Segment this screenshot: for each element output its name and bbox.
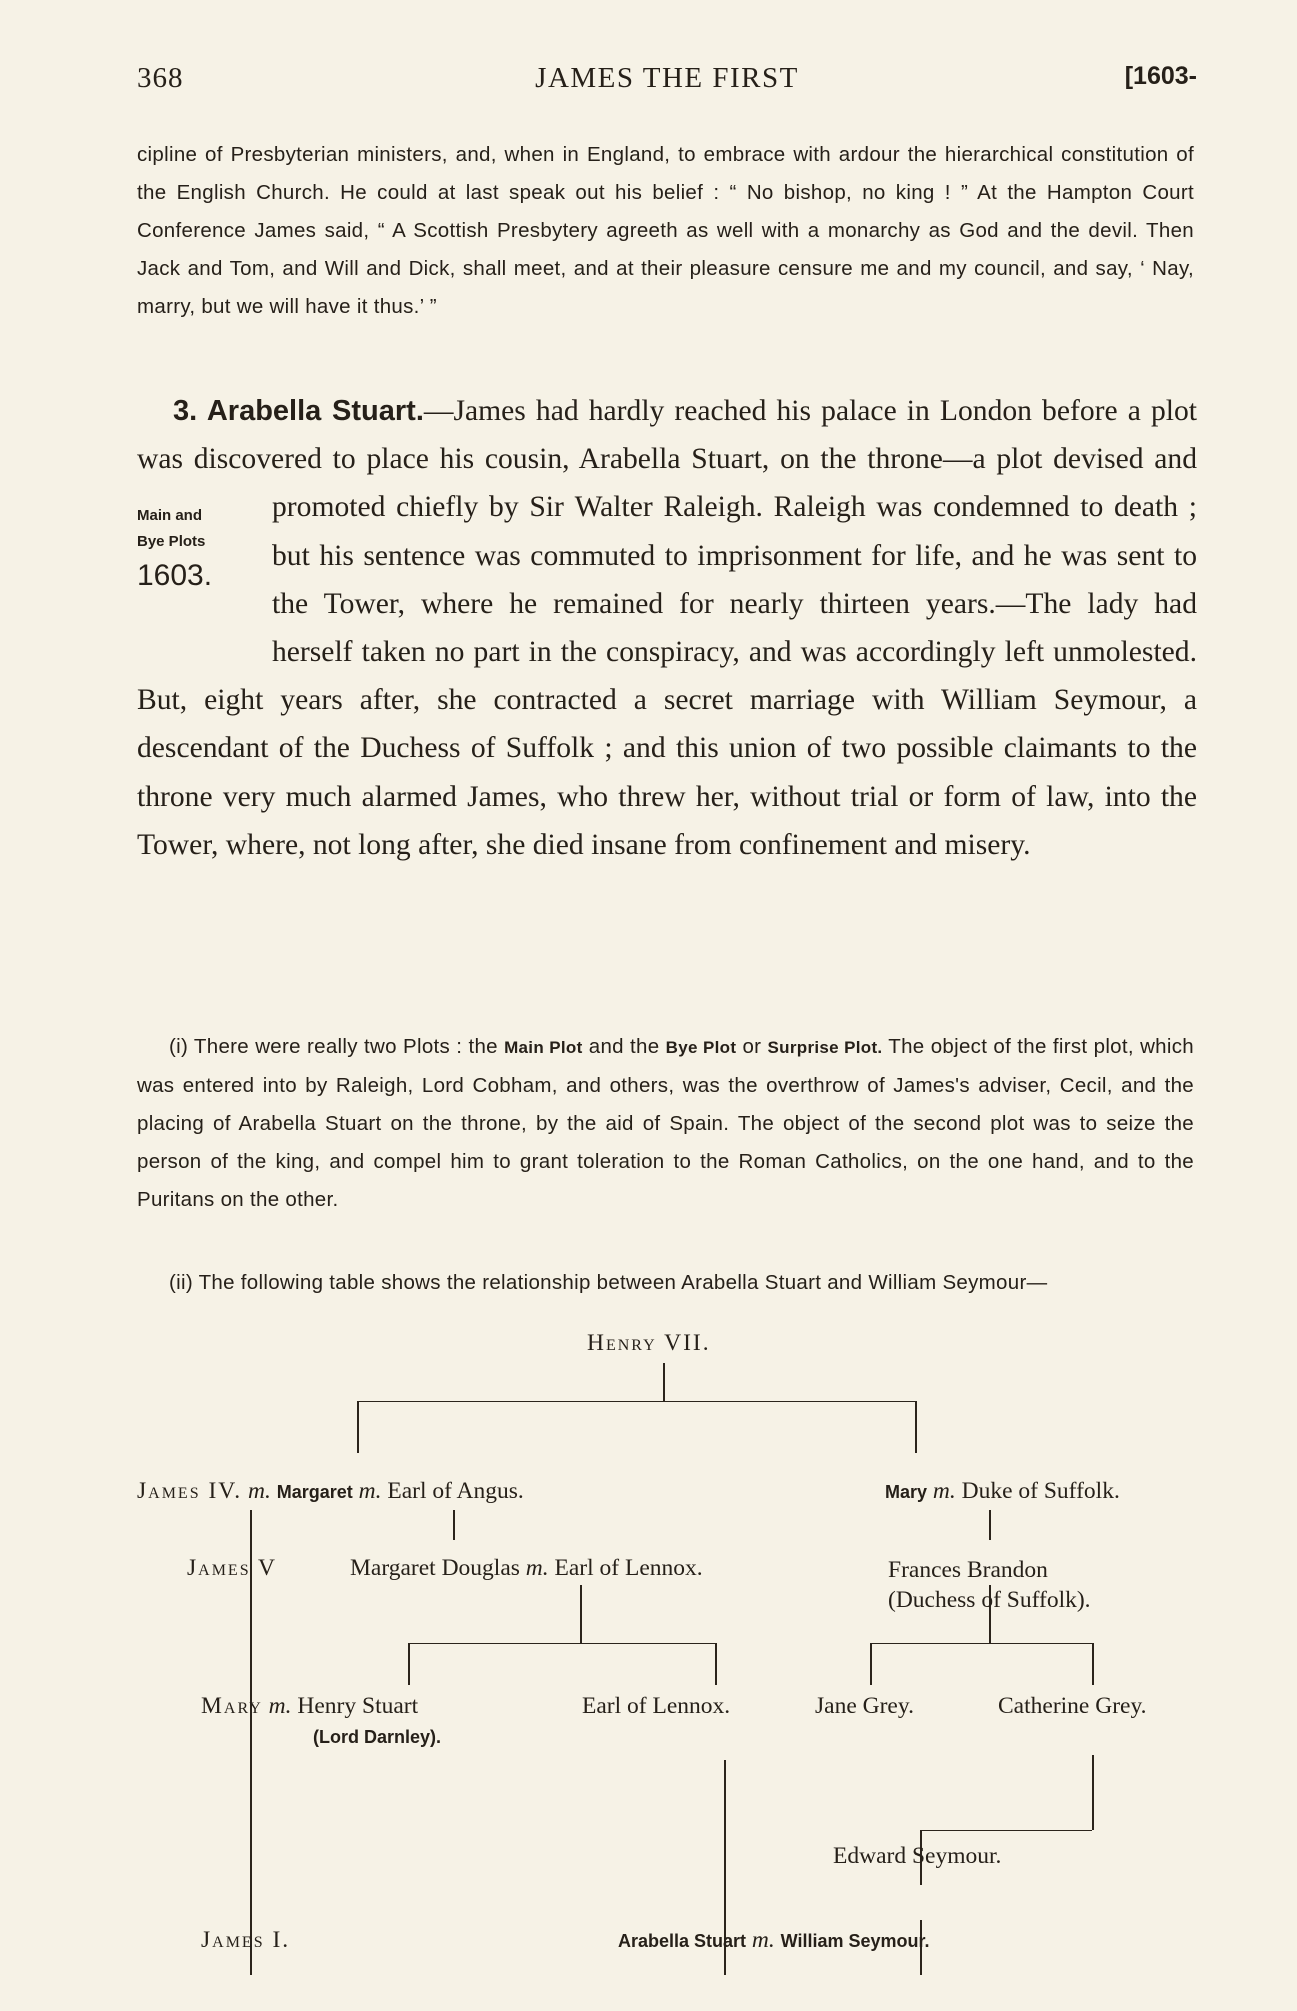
name-mary-qs: Mary [201, 1693, 263, 1719]
section-text-b: Walter Raleigh. Raleigh was condemned to death ; but his sentence was commuted to imprisonment for life, and he was sent to the Tower, where he remained for nearly thirteen years.—The lady had herself taken no part in the conspiracy, and was accordingly left unmolested. But, eight years after, she contracted a secret marriage with William Seymour, a descendant of the Duchess of Suffolk ; and this union of two possible claimants to the throne very much alarmed James, who threw her, without trial or form of law, into the Tower, where, not long after, she died insane from confinement and misery. [137, 491, 1198, 861]
node-james-iv-margaret-angus: James IV. m. Margaret m. Earl of Angus. [137, 1478, 524, 1504]
name-margaret-douglas: Margaret Douglas [350, 1555, 520, 1581]
line-henry [663, 1363, 665, 1401]
line-to-mary [915, 1401, 917, 1453]
name-henry-stuart: Henry Stuart [297, 1693, 419, 1719]
name-mary: Mary [885, 1482, 928, 1502]
line-to-jane [870, 1643, 872, 1685]
line-to-margaret [357, 1401, 359, 1453]
genealogy-table [0, 1330, 1297, 1953]
note-surprise-plot: Surprise Plot. [767, 1038, 883, 1057]
line-to-henry-stuart [408, 1643, 410, 1685]
name-james-iv: James IV. [137, 1478, 243, 1504]
line-margaret-douglas-children [580, 1585, 582, 1643]
node-catherine-grey: Catherine Grey. [998, 1693, 1147, 1719]
intro-paragraph [137, 136, 1194, 326]
line-catherine-down [1092, 1755, 1094, 1830]
node-earl-lennox-2: Earl of Lennox. [582, 1693, 731, 1719]
section-arabella-stuart [137, 387, 1197, 869]
section-heading: 3. Arabella Stuart. [173, 395, 424, 427]
name-margaret: Margaret [276, 1482, 353, 1502]
name-frances-brandon: Frances Brandon [888, 1557, 1048, 1583]
sidenote-line2: Bye Plots [137, 533, 206, 551]
note-i-rest: The object of the first plot, which was entered into by Raleigh, Lord Cobham, and others, was the overthrow of James's adviser, Cecil, and the placing of Arabella Stuart on the throne, by the aid of Spain. The object of the second plot was to seize the person of the king, and compel him to grant toleration to the Roman Catholics, on the one hand, and to the Puritans on the other. [137, 1035, 1194, 1211]
node-james-v: James V [187, 1555, 278, 1581]
line-catherine-marriage [920, 1830, 1092, 1831]
name-duchess-suffolk: (Duchess of Suffolk). [888, 1587, 1091, 1613]
line-henry-children [357, 1401, 915, 1402]
node-jane-grey: Jane Grey. [815, 1693, 914, 1719]
running-title: JAMES THE FIRST [535, 62, 799, 94]
line-grey-children [870, 1643, 1092, 1644]
running-header [137, 62, 1197, 102]
intro-text: cipline of Presbyterian ministers, and, when in England, to embrace with ardour the hierarchical constitution of the English Church. He could at last speak out his belief : “ No bishop, no king ! ” At the Hampton Court Conference James said, “ A Scottish Presbytery agreeth as well with a monarchy as God and the devil. Then Jack and Tom, and Will and Dick, shall meet, and at their pleasure censure me and my council, and say, ‘ Nay, marry, but we will have it thus.’ ” [137, 143, 1194, 318]
node-henry-vii: Henry VII. [587, 1330, 711, 1356]
note-or: or [736, 1035, 768, 1058]
node-edward-seymour: Edward Seymour. [833, 1843, 1002, 1869]
line-to-catherine [1092, 1643, 1094, 1685]
name-duke-suffolk: Duke of Suffolk. [961, 1478, 1120, 1504]
note-i [137, 1028, 1194, 1219]
node-mary-darnley: Mary m. Henry Stuart [201, 1693, 419, 1719]
note-i-text [137, 1028, 1194, 1219]
note-ii-text: (ii) The following table shows the relationship between Arabella Stuart and William Seymour— [169, 1271, 1048, 1294]
node-frances-brandon [888, 1555, 1091, 1615]
note-ii [137, 1264, 1194, 1302]
node-mary-suffolk: Mary m. Duke of Suffolk. [885, 1478, 1120, 1504]
name-william-seymour: William Seymour. [780, 1931, 930, 1951]
name-earl-lennox: Earl of Lennox. [554, 1555, 703, 1581]
node-james-i: James I. [201, 1927, 291, 1953]
line-to-earl-lennox [715, 1643, 717, 1685]
sidenote-line1: Main and [137, 507, 203, 525]
name-arabella-stuart: Arabella Stuart [618, 1931, 747, 1951]
node-lord-darnley: (Lord Darnley). [313, 1727, 442, 1747]
line-to-margaret-douglas [453, 1510, 455, 1540]
note-and: and the [582, 1035, 666, 1058]
name-earl-angus: Earl of Angus. [387, 1478, 524, 1504]
date-range: [1603- [1124, 62, 1197, 90]
line-to-frances [989, 1510, 991, 1540]
node-margaret-douglas: Margaret Douglas m. Earl of Lennox. [350, 1555, 703, 1581]
note-main-plot: Main Plot [504, 1038, 583, 1057]
node-arabella-william: Arabella Stuart m. William Seymour. [618, 1927, 930, 1953]
note-i-start: (i) There were really two Plots : the [169, 1035, 505, 1058]
note-bye-plot: Bye Plot [665, 1038, 737, 1057]
section-text-a: —James had hardly reached his palace in London before a plot was discovered to place his cousin, Arabella Stuart, on the throne—a plot devised and promoted chiefly by Sir [137, 395, 1197, 524]
sidenote [137, 503, 272, 647]
section-paragraph [137, 387, 1197, 869]
page-number: 368 [137, 62, 184, 94]
sidenote-year: 1603. [137, 559, 213, 593]
line-lennox-children [408, 1643, 715, 1644]
